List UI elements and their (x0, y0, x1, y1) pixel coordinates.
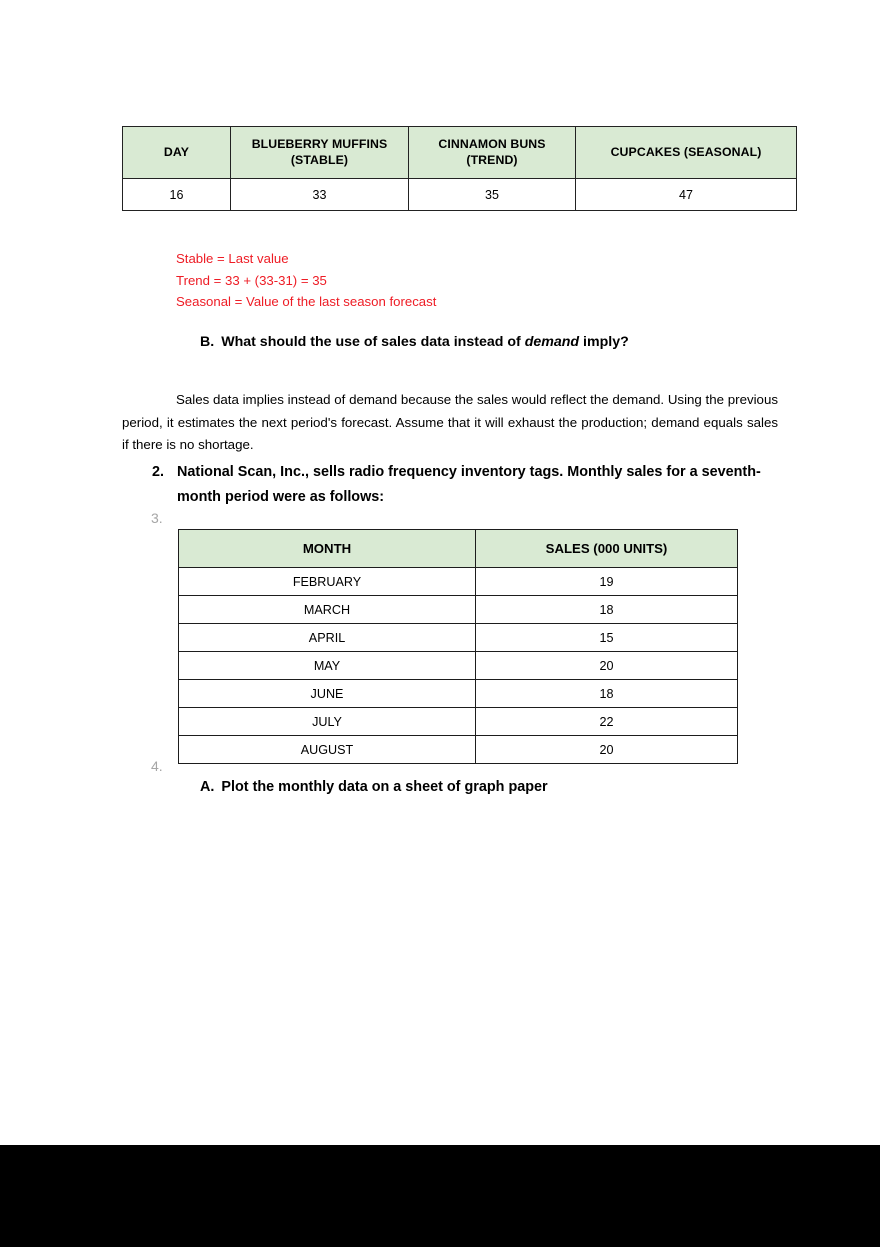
sales-cell-value: 18 (476, 680, 738, 708)
question-2-block (152, 460, 772, 509)
sales-cell-month: JULY (179, 708, 476, 736)
table-row (179, 652, 738, 680)
forecast-cell-blueberry-muffins: 33 (231, 179, 409, 211)
sales-cell-month: JUNE (179, 680, 476, 708)
forecast-header-cinnamon-line1: CINNAMON BUNS (438, 136, 546, 151)
sales-cell-value: 22 (476, 708, 738, 736)
forecast-header-cinnamon-line2: (TREND) (466, 152, 518, 167)
sales-cell-value: 18 (476, 596, 738, 624)
sales-cell-month: AUGUST (179, 736, 476, 764)
sales-cell-value: 20 (476, 652, 738, 680)
forecast-header-cinnamon-buns (409, 127, 576, 179)
forecast-header-day-text: DAY (163, 144, 190, 159)
forecast-notes (176, 248, 436, 313)
table-row (179, 568, 738, 596)
table-row (179, 708, 738, 736)
question-b-emphasis: demand (524, 334, 580, 350)
sales-table-header-row (179, 530, 738, 568)
forecast-table-header-row (123, 127, 797, 179)
table-row (179, 596, 738, 624)
forecast-header-blueberry-muffins (231, 127, 409, 179)
forecast-header-cupcakes (576, 127, 797, 179)
sales-header-sales: SALES (000 UNITS) (476, 530, 738, 568)
forecast-table (122, 126, 797, 211)
note-seasonal: Seasonal = Value of the last season forecast (176, 294, 437, 309)
forecast-header-day (123, 127, 231, 179)
sales-cell-month: MARCH (179, 596, 476, 624)
table-row (179, 680, 738, 708)
forecast-header-blueberry-line2: (STABLE) (290, 152, 349, 167)
question-b-text-after: imply? (579, 334, 629, 350)
sales-cell-value: 19 (476, 568, 738, 596)
forecast-header-blueberry-line1: BLUEBERRY MUFFINS (251, 136, 388, 151)
table-row (179, 736, 738, 764)
question-b-heading (200, 334, 629, 350)
question-b-text-before: What should the use of sales data instead of (221, 334, 525, 350)
answer-paragraph: Sales data implies instead of demand because the sales would reflect the demand. Using the previous period, it estimates the next period's forecast. Assume that it will exhaust the production; demand equals sales if there is no shortage. (122, 392, 778, 453)
question-2-text: National Scan, Inc., sells radio frequency inventory tags. Monthly sales for a seventh-month period were as follows: (177, 464, 761, 505)
monthly-sales-table (178, 529, 738, 764)
forecast-cell-cupcakes: 47 (576, 179, 797, 211)
note-stable: Stable = Last value (176, 251, 289, 266)
list-marker-3: 3. (151, 510, 163, 526)
sales-cell-month: APRIL (179, 624, 476, 652)
question-a-label: A. (200, 779, 215, 795)
forecast-cell-day: 16 (123, 179, 231, 211)
table-row (179, 624, 738, 652)
forecast-cell-cinnamon-buns: 35 (409, 179, 576, 211)
question-a-text: Plot the monthly data on a sheet of graph paper (221, 779, 548, 795)
sales-cell-value: 15 (476, 624, 738, 652)
forecast-table-row (123, 179, 797, 211)
sales-cell-month: FEBRUARY (179, 568, 476, 596)
bottom-black-bar (0, 1145, 880, 1247)
sales-cell-value: 20 (476, 736, 738, 764)
sales-cell-month: MAY (179, 652, 476, 680)
question-b-label: B. (200, 334, 215, 350)
list-marker-4: 4. (151, 758, 163, 774)
note-trend: Trend = 33 + (33-31) = 35 (176, 272, 327, 288)
sales-header-month: MONTH (179, 530, 476, 568)
question-a-heading (200, 779, 548, 795)
forecast-header-cupcakes-text: CUPCAKES (SEASONAL) (610, 144, 762, 159)
question-2-number: 2. (152, 464, 165, 480)
